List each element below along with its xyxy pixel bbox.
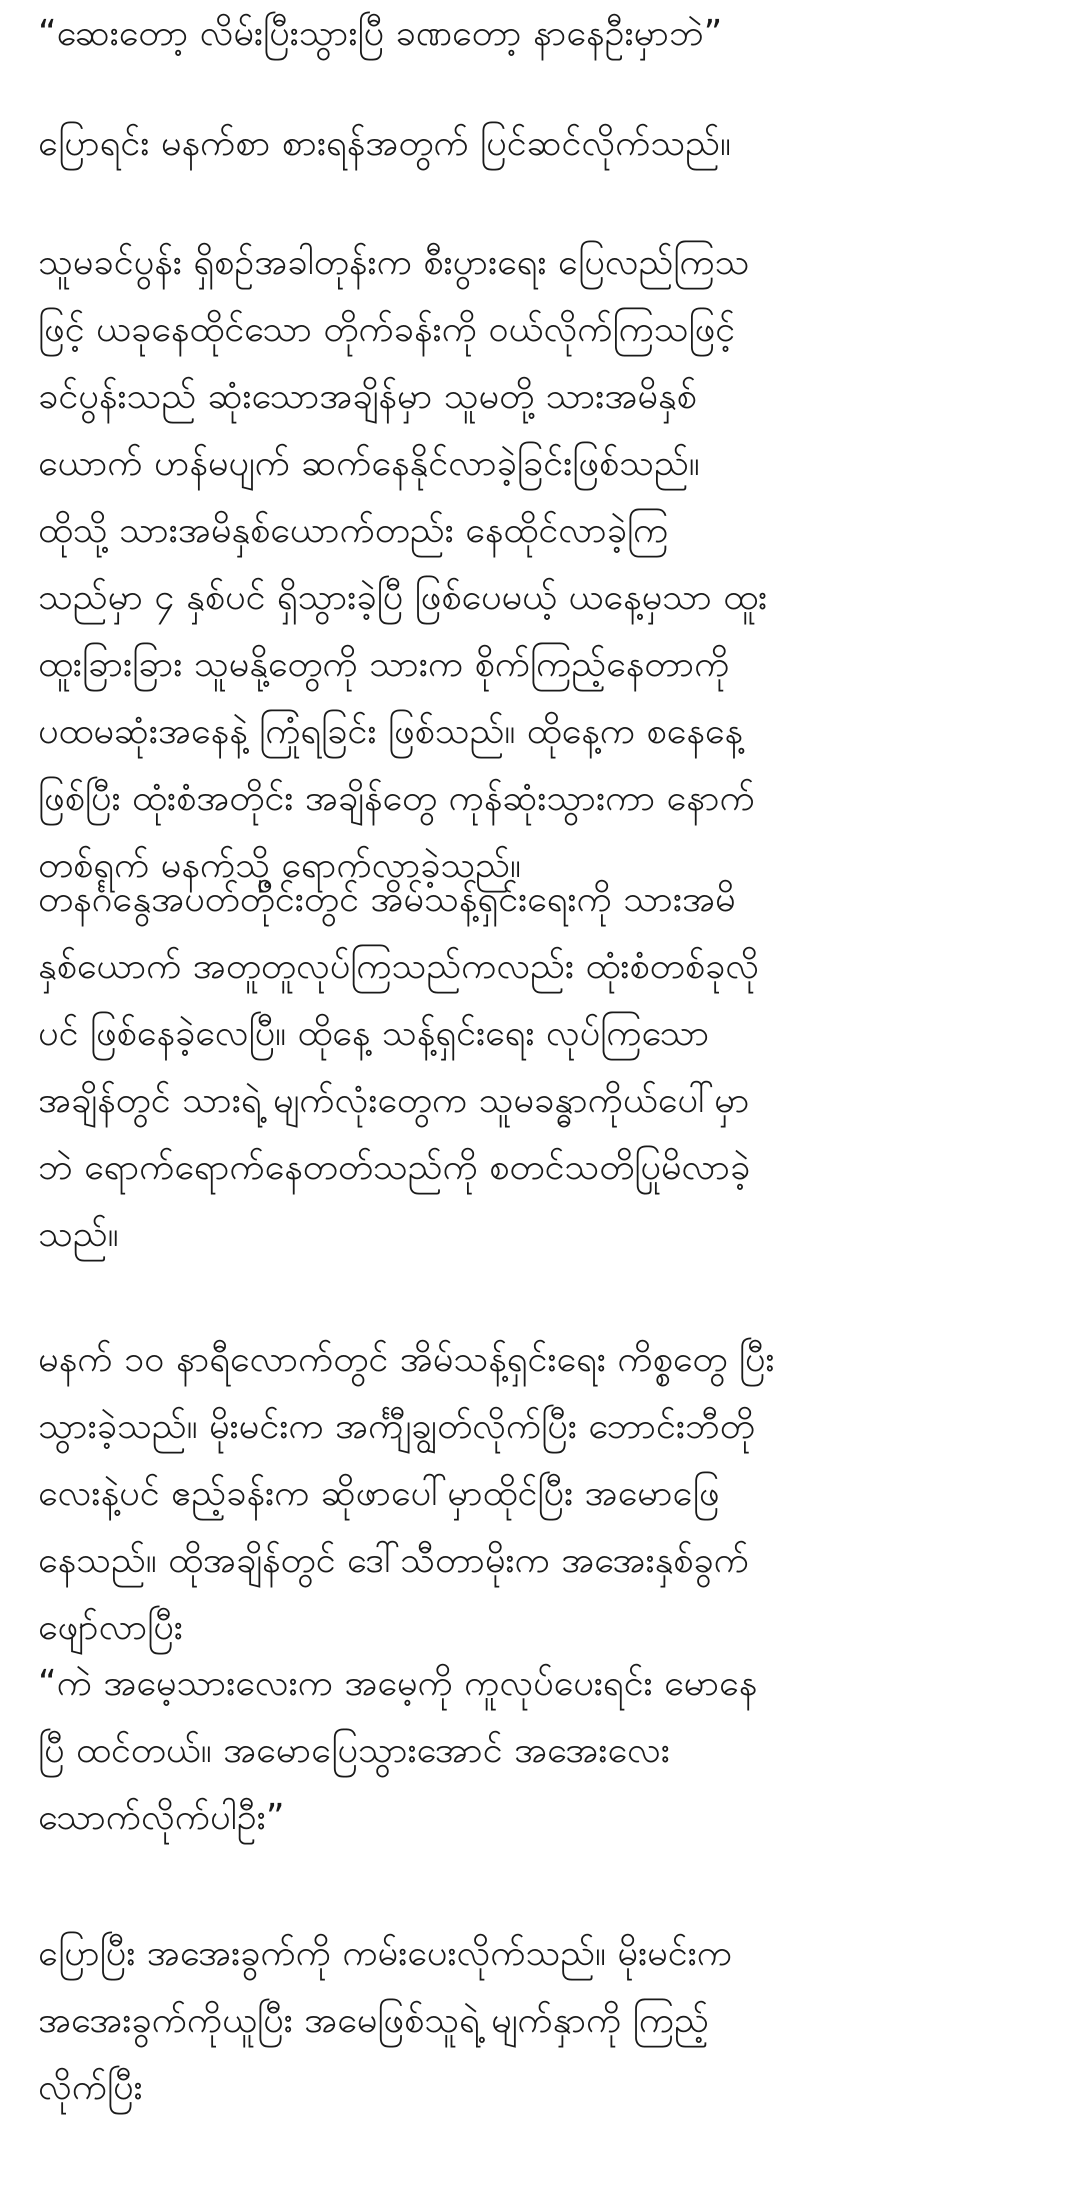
paragraph-ten-oclock: မနက် ၁၀ နာရီလောက်တွင် အိမ်သန့်ရှင်းရေး ကိစ္စတွေ ပြီး သွားခဲ့သည်။ မိုးမင်းက အင်္ကျီချွတ်လိုက်ပြီး ဘောင်းဘီတို လေးနဲ့ပင် ဧည့်ခန်းက ဆိုဖာပေါ်မှာထိုင်ပြီး အမောဖြေ နေသည်။ ထိုအချိန်တွင် ဒေါ်သီတာမိုးက အအေးနှစ်ခွက် ဖျော်လာပြီး bbox=[38, 1339, 775, 1648]
paragraph-dialogue-drink: “ကဲ အမေ့သားလေးက အမေ့ကို ကူလုပ်ပေးရင်း မောနေ ပြီ ထင်တယ်။ အမောပြေသွားအောင် အအေးလေး သောက်လိုက်ပါဦး” bbox=[38, 1663, 758, 1838]
paragraph-background: သူမခင်ပွန်း ရှိစဥ်အခါတုန်းက စီးပွားရေး ပြေလည်ကြသ ဖြင့် ယခုနေထိုင်သော တိုက်ခန်းကို ဝယ်လိုက်ကြသဖြင့် ခင်ပွန်းသည် ဆုံးသောအချိန်မှာ သူမတို့ သားအမိနှစ် ယောက် ဟန်မပျက် ဆက်နေနိုင်လာခဲ့ခြင်းဖြစ်သည်။ ထိုသို့ သားအမိနှစ်ယောက်တည်း နေထိုင်လာခဲ့ကြ သည်မှာ ၄ နှစ်ပင် ရှိသွားခဲ့ပြီ ဖြစ်ပေမယ့် ယနေ့မှသာ ထူး ထူးခြားခြား သူမနို့တွေကို သားက စိုက်ကြည့်နေတာကို ပထမဆုံးအနေနဲ့ ကြုံရခြင်း ဖြစ်သည်။ ထိုနေ့က စနေနေ့ ဖြစ်ပြီး ထုံးစံအတိုင်း အချိန်တွေ ကုန်ဆုံးသွားကာ နောက် တစ်ရက် မနက်သို့ ရောက်လာခဲ့သည်။ bbox=[38, 242, 768, 886]
paragraph-dialogue-ointment: “ဆေးတော့ လိမ်းပြီးသွားပြီ ခဏတော့ နာနေဦးမှာဘဲ” bbox=[38, 13, 723, 54]
paragraph-breakfast: ပြောရင်း မနက်စာ စားရန်အတွက် ပြင်ဆင်လိုက်သည်။ bbox=[38, 123, 731, 164]
paragraph-hands-glass: ပြောပြီး အအေးခွက်ကို ကမ်းပေးလိုက်သည်။ မိုးမင်းက အအေးခွက်ကိုယူပြီး အမေဖြစ်သူရဲ့ မျက်နှာကို ကြည့် လိုက်ပြီး bbox=[38, 1933, 733, 2108]
paragraph-sunday-cleaning: တနင်္ဂနွေအပတ်တိုင်းတွင် အိမ်သန့်ရှင်းရေးကို သားအမိ နှစ်ယောက် အတူတူလုပ်ကြသည်ကလည်း ထုံးစံတစ်ခုလို ပင် ဖြစ်နေခဲ့လေပြီ။ ထိုနေ့ သန့်ရှင်းရေး လုပ်ကြသော အချိန်တွင် သားရဲ့ မျက်လုံးတွေက သူမခန္ဓာကိုယ်ပေါ်မှာ ဘဲ ရောက်ရောက်နေတတ်သည်ကို စတင်သတိပြုမိလာခဲ့ သည်။ bbox=[38, 879, 759, 1255]
